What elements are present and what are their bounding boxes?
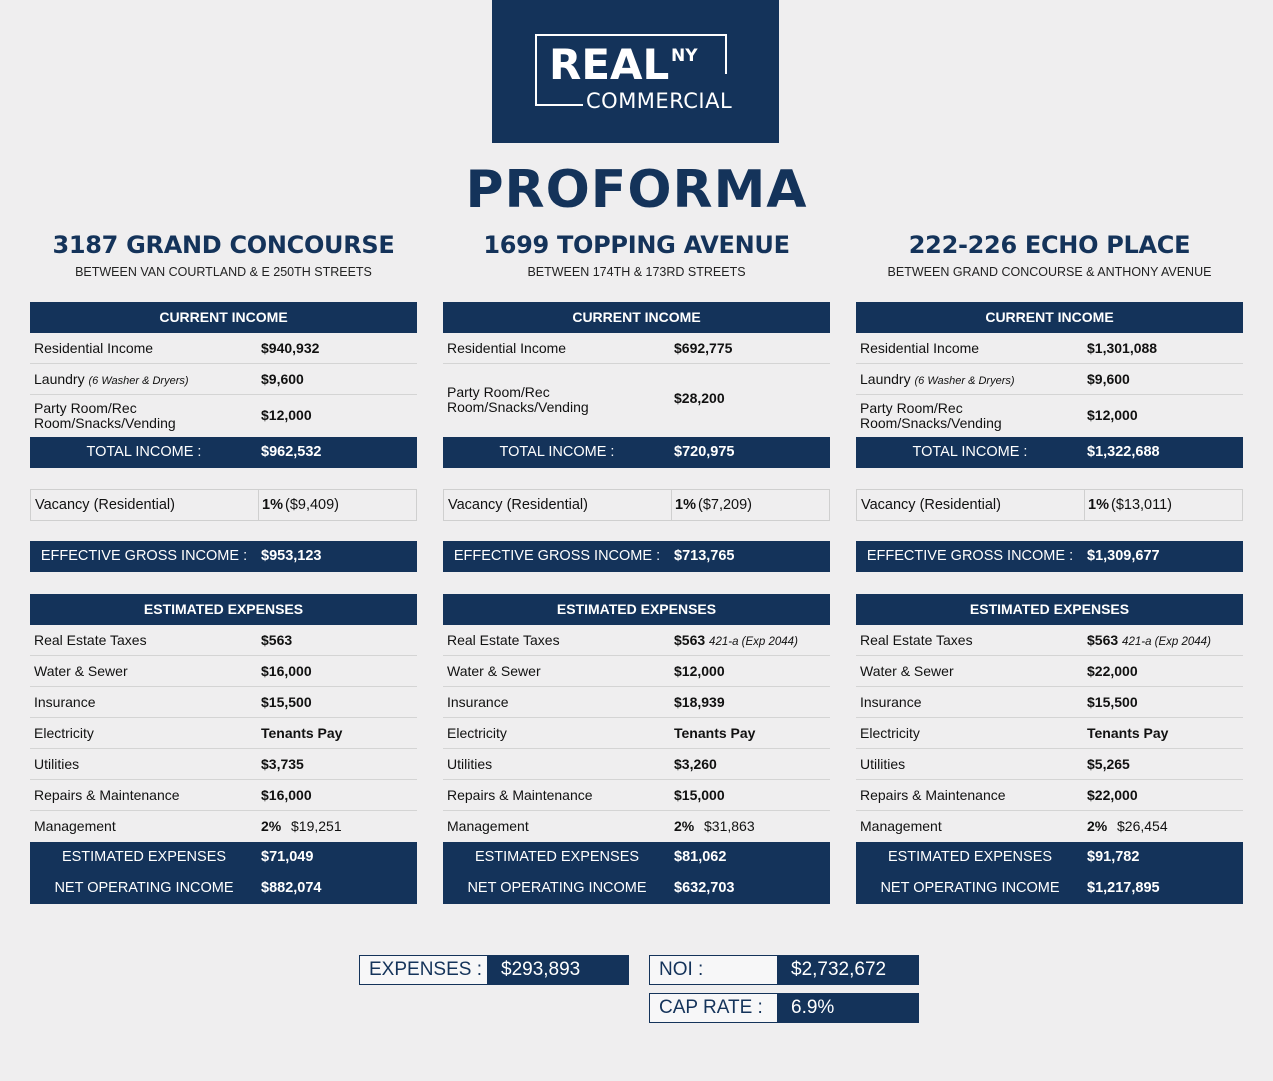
row-value: $16,000 xyxy=(261,663,312,679)
insurance-row xyxy=(30,687,417,718)
page-title: PROFORMA xyxy=(465,160,808,220)
utilities-row xyxy=(30,749,417,780)
row-value: $15,500 xyxy=(1087,694,1138,710)
repairs-maintenance-row xyxy=(443,780,830,811)
row-label: Repairs & Maintenance xyxy=(447,787,593,803)
management-amount: $26,454 xyxy=(1117,818,1168,834)
vacancy-row xyxy=(856,489,1243,521)
effective-gross-income-bar xyxy=(30,541,417,572)
management-amount: $31,863 xyxy=(704,818,755,834)
row-label: Repairs & Maintenance xyxy=(34,787,180,803)
party-label-line-1: Party Room/Rec xyxy=(860,400,963,416)
row-value xyxy=(674,625,798,656)
residential-income-row xyxy=(856,333,1243,364)
laundry-note: (6 Washer & Dryers) xyxy=(914,375,1015,387)
expenses-noi-bar xyxy=(443,842,830,904)
party-label-line-2: Room/Snacks/Vending xyxy=(447,399,589,415)
residential-income-row xyxy=(30,333,417,364)
row-value: $9,600 xyxy=(261,371,304,387)
property-name: 222-226 ECHO PLACE xyxy=(908,231,1191,259)
party-label-line-2: Room/Snacks/Vending xyxy=(860,415,1002,431)
summary-noi-value: $2,732,672 xyxy=(777,955,919,985)
row-label xyxy=(34,364,189,395)
row-label xyxy=(860,400,1002,432)
taxes-note: 421-a (Exp 2044) xyxy=(709,636,798,648)
egi-value: $1,309,677 xyxy=(1087,548,1160,564)
row-value: $16,000 xyxy=(261,787,312,803)
vacancy-percent: 1% xyxy=(262,497,283,513)
row-value: $18,939 xyxy=(674,694,725,710)
row-value: $3,735 xyxy=(261,756,304,772)
expenses-noi-bar xyxy=(30,842,417,904)
management-row xyxy=(30,811,417,842)
row-label xyxy=(860,364,1015,395)
utilities-row xyxy=(443,749,830,780)
row-value: $940,932 xyxy=(261,340,320,356)
vacancy-label: Vacancy (Residential) xyxy=(861,497,1001,513)
party-room-row xyxy=(30,395,417,435)
row-label: Residential Income xyxy=(447,340,567,356)
estimated-expenses-label: ESTIMATED EXPENSES xyxy=(61,849,227,865)
row-label: Real Estate Taxes xyxy=(860,632,973,648)
laundry-note: (6 Washer & Dryers) xyxy=(88,375,189,387)
repairs-maintenance-row xyxy=(856,780,1243,811)
summary-expenses xyxy=(359,955,629,985)
noi-label: NET OPERATING INCOME xyxy=(54,880,234,896)
electricity-row xyxy=(443,718,830,749)
current-income-header: CURRENT INCOME xyxy=(856,302,1243,333)
taxes-amount: $563 xyxy=(1087,632,1119,648)
egi-label: EFFECTIVE GROSS INCOME : xyxy=(40,548,248,564)
row-label: Water & Sewer xyxy=(447,663,541,679)
property-name: 3187 GRAND CONCOURSE xyxy=(52,231,395,259)
party-label-line-2: Room/Snacks/Vending xyxy=(34,415,176,431)
utilities-row xyxy=(856,749,1243,780)
row-label xyxy=(34,400,176,432)
row-value xyxy=(261,625,292,656)
vacancy-percent: 1% xyxy=(675,497,696,513)
electricity-row xyxy=(30,718,417,749)
estimated-expenses-value: $91,782 xyxy=(1087,849,1140,865)
vacancy-amount: ($9,409) xyxy=(285,497,340,513)
egi-value: $713,765 xyxy=(674,548,735,564)
party-label-line-1: Party Room/Rec xyxy=(34,400,137,416)
effective-gross-income-bar xyxy=(856,541,1243,572)
row-label: Insurance xyxy=(447,694,509,710)
current-income-header: CURRENT INCOME xyxy=(443,302,830,333)
repairs-maintenance-row xyxy=(30,780,417,811)
row-label: Electricity xyxy=(447,725,507,741)
real-estate-taxes-row xyxy=(30,625,417,656)
noi-value: $1,217,895 xyxy=(1087,880,1160,896)
total-income-value: $1,322,688 xyxy=(1087,444,1160,460)
estimated-expenses-label: ESTIMATED EXPENSES xyxy=(474,849,640,865)
row-value: Tenants Pay xyxy=(261,725,343,741)
row-value: Tenants Pay xyxy=(1087,725,1169,741)
insurance-row xyxy=(443,687,830,718)
egi-value: $953,123 xyxy=(261,548,322,564)
insurance-row xyxy=(856,687,1243,718)
estimated-expenses-header: ESTIMATED EXPENSES xyxy=(30,594,417,625)
water-sewer-row xyxy=(30,656,417,687)
property-location: BETWEEN VAN COURTLAND & E 250TH STREETS xyxy=(75,265,372,279)
noi-value: $632,703 xyxy=(674,880,735,896)
summary-expenses-label: EXPENSES : xyxy=(359,955,489,985)
row-label: Management xyxy=(447,818,529,834)
vacancy-divider xyxy=(1084,490,1085,520)
party-room-row xyxy=(443,364,830,435)
water-sewer-row xyxy=(443,656,830,687)
row-label: Utilities xyxy=(860,756,906,772)
row-label: Water & Sewer xyxy=(860,663,954,679)
taxes-amount: $563 xyxy=(261,632,293,648)
residential-income-row xyxy=(443,333,830,364)
property-column-echo-place xyxy=(856,228,1243,896)
logo-text-ny: NY xyxy=(671,46,698,66)
total-income-bar xyxy=(443,437,830,468)
expenses-noi-bar xyxy=(856,842,1243,904)
management-row xyxy=(856,811,1243,842)
total-income-bar xyxy=(856,437,1243,468)
row-label: Insurance xyxy=(34,694,96,710)
total-income-value: $962,532 xyxy=(261,444,322,460)
row-value: $1,301,088 xyxy=(1087,340,1158,356)
egi-label: EFFECTIVE GROSS INCOME : xyxy=(866,548,1074,564)
row-label: Repairs & Maintenance xyxy=(860,787,1006,803)
management-percent: 2% xyxy=(1087,818,1108,834)
estimated-expenses-value: $81,062 xyxy=(674,849,727,865)
water-sewer-row xyxy=(856,656,1243,687)
property-column-topping-avenue xyxy=(443,228,830,896)
row-value: $692,775 xyxy=(674,340,733,356)
property-location: BETWEEN GRAND CONCOURSE & ANTHONY AVENUE xyxy=(887,265,1212,279)
management-percent: 2% xyxy=(674,818,695,834)
row-value: $15,500 xyxy=(261,694,312,710)
row-value: Tenants Pay xyxy=(674,725,756,741)
egi-label: EFFECTIVE GROSS INCOME : xyxy=(453,548,661,564)
row-label: Electricity xyxy=(34,725,94,741)
vacancy-divider xyxy=(671,490,672,520)
row-label: Electricity xyxy=(860,725,920,741)
row-value: $12,000 xyxy=(1087,407,1138,423)
row-label: Management xyxy=(860,818,942,834)
vacancy-amount: ($13,011) xyxy=(1111,497,1172,513)
vacancy-row xyxy=(443,489,830,521)
row-value: $5,265 xyxy=(1087,756,1130,772)
row-value: $12,000 xyxy=(261,407,312,423)
row-label: Management xyxy=(34,818,116,834)
summary-noi-label: NOI : xyxy=(649,955,779,985)
row-value xyxy=(1087,625,1211,656)
management-percent: 2% xyxy=(261,818,282,834)
estimated-expenses-label: ESTIMATED EXPENSES xyxy=(887,849,1053,865)
row-value: $12,000 xyxy=(674,663,725,679)
row-label: Real Estate Taxes xyxy=(447,632,560,648)
row-value: $22,000 xyxy=(1087,787,1138,803)
vacancy-label: Vacancy (Residential) xyxy=(448,497,588,513)
row-label: Insurance xyxy=(860,694,922,710)
vacancy-percent: 1% xyxy=(1088,497,1109,513)
summary-cap-rate-label: CAP RATE : xyxy=(649,993,779,1023)
logo-text-real: REAL xyxy=(549,40,670,89)
logo-frame-right xyxy=(725,34,727,74)
row-label: Water & Sewer xyxy=(34,663,128,679)
summary-noi xyxy=(649,955,919,985)
total-income-label: TOTAL INCOME : xyxy=(86,444,202,460)
vacancy-label: Vacancy (Residential) xyxy=(35,497,175,513)
row-label: Real Estate Taxes xyxy=(34,632,147,648)
real-estate-taxes-row xyxy=(443,625,830,656)
vacancy-row xyxy=(30,489,417,521)
laundry-label: Laundry xyxy=(34,371,85,387)
row-label xyxy=(447,384,589,416)
total-income-label: TOTAL INCOME : xyxy=(499,444,615,460)
row-label: Utilities xyxy=(447,756,493,772)
vacancy-divider xyxy=(258,490,259,520)
effective-gross-income-bar xyxy=(443,541,830,572)
current-income-header: CURRENT INCOME xyxy=(30,302,417,333)
logo-text-commercial: COMMERCIAL xyxy=(583,91,735,112)
realny-commercial-logo xyxy=(492,0,779,143)
management-row xyxy=(443,811,830,842)
total-income-value: $720,975 xyxy=(674,444,735,460)
property-location: BETWEEN 174TH & 173RD STREETS xyxy=(527,265,746,279)
total-income-label: TOTAL INCOME : xyxy=(912,444,1028,460)
row-label: Residential Income xyxy=(860,340,980,356)
vacancy-amount: ($7,209) xyxy=(698,497,753,513)
noi-label: NET OPERATING INCOME xyxy=(880,880,1060,896)
taxes-amount: $563 xyxy=(674,632,706,648)
estimated-expenses-header: ESTIMATED EXPENSES xyxy=(856,594,1243,625)
estimated-expenses-header: ESTIMATED EXPENSES xyxy=(443,594,830,625)
estimated-expenses-value: $71,049 xyxy=(261,849,314,865)
real-estate-taxes-row xyxy=(856,625,1243,656)
property-column-grand-concourse xyxy=(30,228,417,896)
noi-label: NET OPERATING INCOME xyxy=(467,880,647,896)
row-label: Residential Income xyxy=(34,340,154,356)
total-income-bar xyxy=(30,437,417,468)
row-value: $3,260 xyxy=(674,756,717,772)
summary-expenses-value: $293,893 xyxy=(487,955,629,985)
summary-cap-rate-value: 6.9% xyxy=(777,993,919,1023)
summary-cap-rate xyxy=(649,993,919,1023)
electricity-row xyxy=(856,718,1243,749)
noi-value: $882,074 xyxy=(261,880,322,896)
party-label-line-1: Party Room/Rec xyxy=(447,384,550,400)
row-label: Utilities xyxy=(34,756,80,772)
management-amount: $19,251 xyxy=(291,818,342,834)
party-room-row xyxy=(856,395,1243,435)
laundry-row xyxy=(30,364,417,395)
row-value: $22,000 xyxy=(1087,663,1138,679)
laundry-label: Laundry xyxy=(860,371,911,387)
taxes-note: 421-a (Exp 2044) xyxy=(1122,636,1211,648)
row-value: $9,600 xyxy=(1087,371,1130,387)
laundry-row xyxy=(856,364,1243,395)
row-value: $15,000 xyxy=(674,787,725,803)
property-name: 1699 TOPPING AVENUE xyxy=(483,231,790,259)
row-value: $28,200 xyxy=(674,390,725,406)
